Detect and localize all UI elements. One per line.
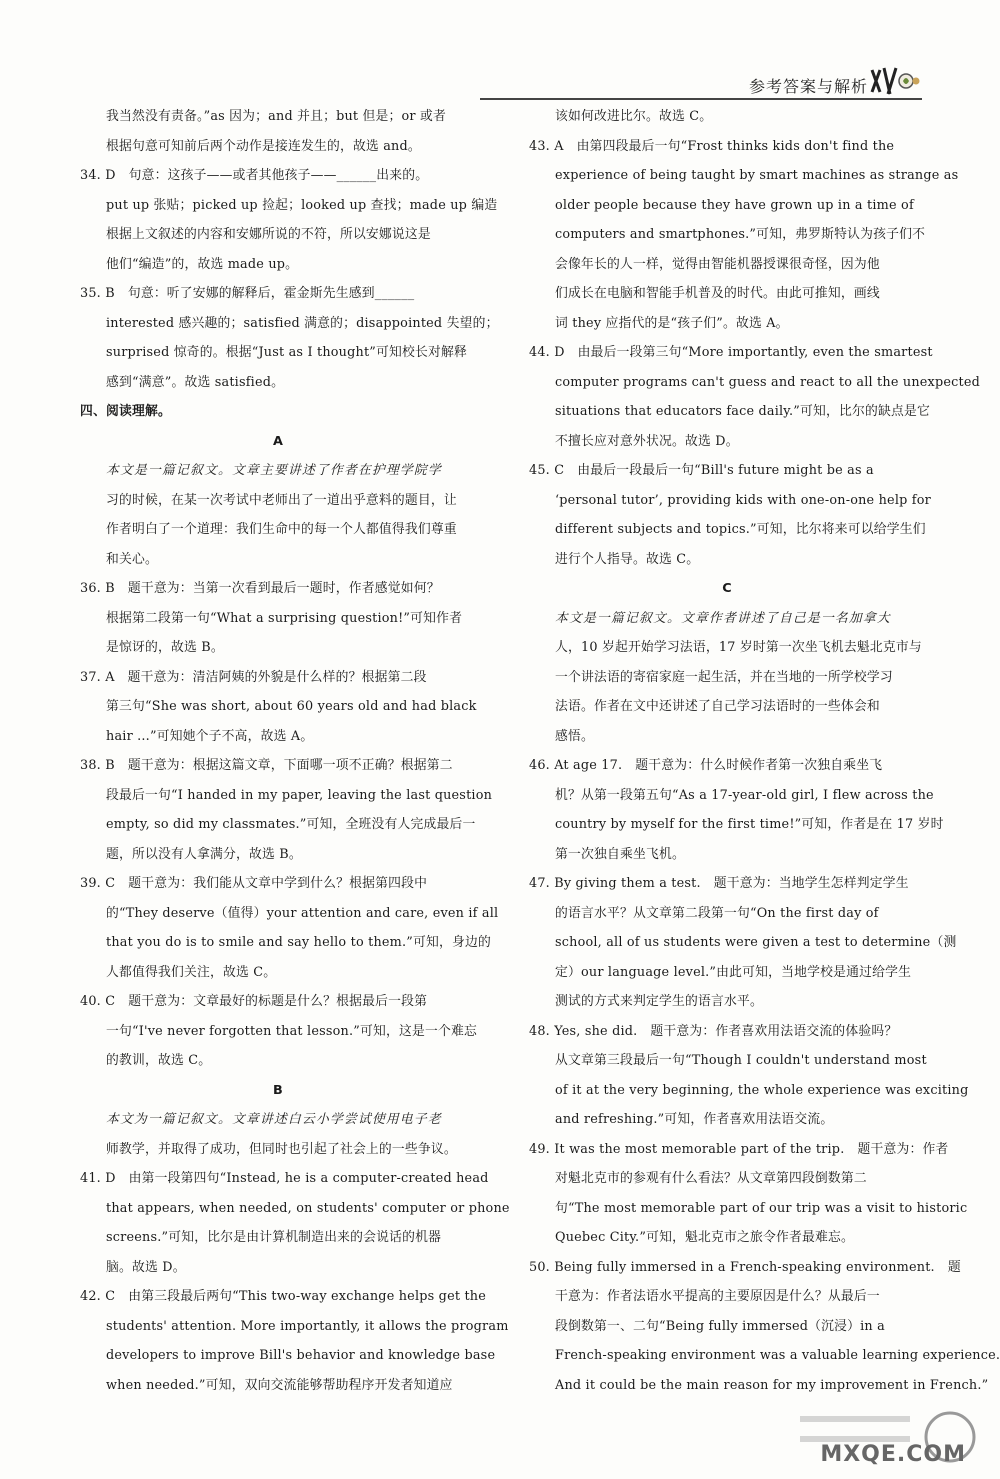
right-text-line: 会像年长的人一样，觉得由智能机器授课很奇怪，因为他 [555,256,880,272]
left-text-line: when needed.”可知，双向交流能够帮助程序开发者知道应 [106,1377,453,1393]
left-text-line: 感到“满意”。故选 satisfied。 [106,374,285,390]
left-text-line: developers to improve Bill's behavior and knowledge base [106,1348,496,1363]
right-text-line: and refreshing.”可知，作者喜欢用法语交流。 [555,1112,834,1127]
watermark-text: MXQE.COM [820,1442,966,1467]
left-text-line: A [272,433,284,449]
left-text-line: interested 感兴趣的；satisfied 满意的；disappointed 失望的； [106,315,499,331]
right-text-line: computers and smartphones.”可知，弗罗斯特认为孩子们不 [555,227,926,242]
left-text-line: 一句“I've never forgotten that lesson.”可知，这是一个难忘 [106,1023,477,1039]
left-text-line: 第三句“She was short, about 60 years old and had black [106,699,477,714]
left-text-line: surprised 惊奇的。根据“Just as I thought”可知校长对解释 [106,345,468,360]
right-text-line: 不擅长应对意外状况。故选 D。 [555,433,739,449]
left-text-line: 作者明白了一个道理：我们生命中的每一个人都值得我们尊重 [106,522,457,537]
left-text-line: that appears, when needed, on students' computer or phone [106,1200,510,1216]
left-text-line: 是惊讶的，故选 B。 [106,640,224,655]
right-text-line: 49. It was the most memorable part of the trip. 题干意为：作者 [529,1141,949,1157]
left-text-line: 41. D 由第一段第四句“Instead, he is a computer-created head [80,1171,489,1186]
right-text-line: 词 they 应指代的是“孩子们”。故选 A。 [555,315,789,331]
right-text-line: 进行个人指导。故选 C。 [555,551,700,567]
left-text-line: 36. B 题干意为：当第一次看到最后一题时，作者感觉如何？ [80,581,440,596]
right-text-line: country by myself for the first time!”可知，作者是在 17 岁时 [555,817,944,832]
right-text-line: 们成长在电脑和智能手机普及的时代。由此可推知，画线 [555,286,880,301]
right-text-line: computer programs can't guess and react to all the unexpected [555,374,980,390]
left-text-line: 人都值得我们关注，故选 C。 [106,964,277,980]
right-text-line: 段倒数第一、二句“Being fully immersed（沉浸）in a [555,1318,885,1334]
left-text-line: screens.”可知，比尔是由计算机制造出来的会说话的机器 [106,1230,442,1245]
right-text-line: 48. Yes, she did. 题干意为：作者喜欢用法语交流的体验吗？ [529,1023,898,1039]
right-text-line: 定）our language level.”由此可知，当地学校是通过给学生 [555,964,912,980]
left-text-line: 他们“编造”的，故选 made up。 [106,256,299,272]
left-text-line: 本文是一篇记叙文。文章主要讲述了作者在护理学院学 [106,463,442,478]
right-text-line: 46. At age 17. 题干意为：什么时候作者第一次独自乘坐飞 [529,758,883,773]
right-text-line: 机？从第一段第五句“As a 17-year-old girl, I flew across the [555,787,934,803]
right-text-line: school, all of us students were given a test to determine（测 [555,935,957,950]
left-text-line: 我当然没有责备。”as 因为；and 并且；but 但是；or 或者 [106,109,447,124]
right-text-line: 第一次独自乘坐飞机。 [555,846,685,862]
left-text-line: 的教训，故选 C。 [106,1053,212,1068]
left-text-line: 的“They deserve（值得）your attention and care, even if all [106,905,499,921]
right-text-line: 47. By giving them a test. 题干意为：当地学生怎样判定学生 [529,876,909,891]
left-text-line: 42. C 由第三段最后两句“This two-way exchange helps get the [80,1289,487,1304]
right-text-line: different subjects and topics.”可知，比尔将来可以给学生们 [555,522,926,537]
left-text-line: 根据句意可知前后两个动作是接连发生的，故选 and。 [106,138,421,154]
right-text-line: 该如何改进比尔。故选 C。 [555,109,713,124]
right-text-line: 测试的方式来判定学生的语言水平。 [555,994,763,1009]
header-title: 参考答案与解析 [748,77,868,96]
right-text-line: 从文章第三段最后一句“Though I couldn't understand most [555,1053,927,1068]
right-text-line: Quebec City.”可知，魁北克市之旅令作者最难忘。 [555,1230,855,1245]
right-text-line: ‘personal tutor’, providing kids with one-on-one help for [555,492,931,508]
left-text-line: 习的时候，在某一次考试中老师出了一道出乎意料的题目，让 [106,492,457,508]
right-column [529,102,1000,1400]
brand-logo-icon [870,64,920,98]
right-text-line: C [722,581,732,596]
left-text-line: 脑。故选 D。 [106,1259,186,1275]
right-text-line: 人，10 岁起开始学习法语，17 岁时第一次坐飞机去魁北克市与 [555,640,922,655]
right-text-line: 的语言水平？从文章第二段第一句“On the first day of [555,905,879,921]
left-text-line: 师教学，并取得了成功，但同时也引起了社会上的一些争议。 [106,1141,457,1157]
right-text-line: 一个讲法语的寄宿家庭一起生活，并在当地的一所学校学习 [555,669,893,685]
left-text-line: 38. B 题干意为：根据这篇文章，下面哪一项不正确？根据第二 [80,758,453,773]
header-rule [480,98,922,100]
left-text-line: hair ...”可知她个子不高，故选 A。 [106,728,314,744]
left-text-line: students' attention. More importantly, it allows the program [106,1318,509,1334]
left-text-line: empty, so did my classmates.”可知，全班没有人完成最后一 [106,817,476,832]
left-text-line: 根据上文叙述的内容和安娜所说的不符，所以安娜说这是 [106,227,431,242]
left-text-line: put up 张贴；picked up 捡起；looked up 查找；made up 编造 [106,197,498,213]
right-text-line: 句“The most memorable part of our trip was a visit to historic [555,1200,968,1216]
left-text-line: 本文为一篇记叙文。文章讲述白云小学尝试使用电子老 [106,1112,442,1127]
left-text-line: 和关心。 [106,551,158,567]
left-text-line: 段最后一句“I handed in my paper, leaving the last question [106,787,493,803]
right-text-line: 干意为：作者法语水平提高的主要原因是什么？从最后一 [555,1289,880,1304]
right-text-line: 感悟。 [555,728,594,744]
page-header [0,0,1000,100]
left-text-line: that you do is to smile and say hello to them.”可知，身边的 [106,935,491,950]
left-text-line: 39. C 题干意为：我们能从文章中学到什么？根据第四段中 [80,876,428,891]
left-text-line: 37. A 题干意为：清洁阿姨的外貌是什么样的？根据第二段 [80,669,427,685]
right-text-line: 本文是一篇记叙文。文章作者讲述了自己是一名加拿大 [555,610,891,626]
left-text-line: 34. D 句意：这孩子——或者其他孩子——______出来的。 [80,168,429,183]
right-text-line: of it at the very beginning, the whole experience was exciting [555,1082,969,1098]
left-text-line: 40. C 题干意为：文章最好的标题是什么？根据最后一段第 [80,994,428,1009]
left-text-line: 四、阅读理解。 [80,404,171,419]
left-column [80,102,510,1400]
left-text-line: B [273,1082,283,1098]
left-text-line: 题，所以没有人拿满分，故选 B。 [106,846,302,862]
right-text-line: And it could be the main reason for my improvement in French.” [555,1377,989,1393]
right-text-line: 50. Being fully immersed in a French-speaking environment. 题 [529,1259,961,1275]
right-text-line: 44. D 由最后一段第三句“More importantly, even the smartest [529,345,933,360]
right-text-line: 对魁北克市的参观有什么看法？从文章第四段倒数第二 [555,1171,867,1186]
right-text-line: 45. C 由最后一段最后一句“Bill's future might be as a [529,463,874,478]
right-text-line: experience of being taught by smart machines as strange as [555,168,959,183]
left-text-line: 35. B 句意：听了安娜的解释后，霍金斯先生感到______ [80,286,415,301]
right-text-line: situations that educators face daily.”可知，比尔的缺点是它 [555,404,931,419]
left-text-line: 根据第二段第一句“What a surprising question!”可知作者 [106,610,463,626]
right-text-line: French-speaking environment was a valuable learning experience. [555,1348,1000,1363]
right-text-line: 法语。作者在文中还讲述了自己学习法语时的一些体会和 [555,699,880,714]
right-text-line: older people because they have grown up in a time of [555,197,914,213]
right-text-line: 43. A 由第四段最后一句“Frost thinks kids don't find the [529,138,895,154]
